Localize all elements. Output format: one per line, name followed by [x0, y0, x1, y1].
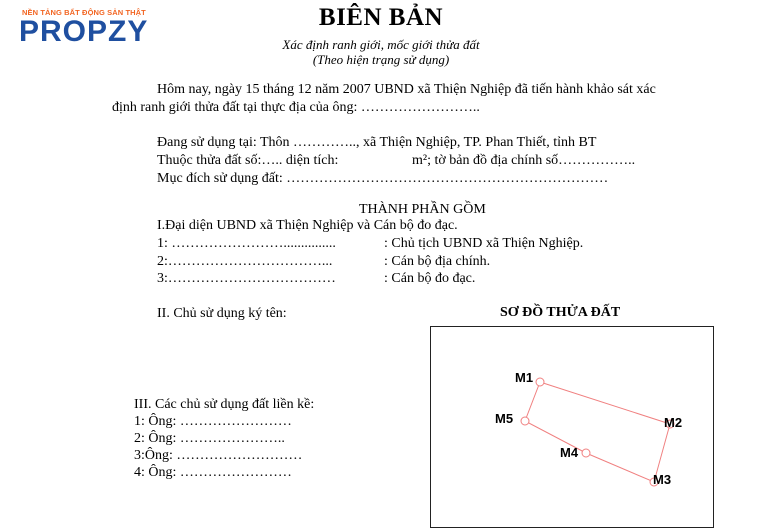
marker-m4-point	[582, 449, 590, 457]
parcel-line-part-2: m²; tờ bản đồ địa chính số……………..	[412, 153, 636, 168]
member-1-role: : Chủ tịch UBND xã Thiện Nghiệp.	[384, 236, 584, 251]
marker-m2-label: M2	[664, 415, 683, 430]
section-header: THÀNH PHẦN GỒM	[359, 202, 486, 217]
section-2-title: II. Chủ sử dụng ký tên:	[157, 306, 287, 321]
neighbor-3: 3:Ông: ………………………	[134, 448, 303, 463]
document-subtitle: Xác định ranh giới, mốc giới thửa đất	[282, 37, 480, 52]
marker-m5-label: M5	[495, 411, 514, 426]
logo-tagline: NỀN TẢNG BẤT ĐỘNG SẢN THẬT	[22, 8, 146, 17]
intro-line-2: định ranh giới thửa đất tại thực địa của ông: ……………………..	[112, 100, 480, 115]
intro-line-1: Hôm nay, ngày 15 tháng 12 năm 2007 UBND xã Thiện Nghiệp đã tiến hành khảo sát xác	[157, 82, 656, 97]
marker-m4-label: M4	[560, 445, 579, 460]
member-3-role: : Cán bộ đo đạc.	[384, 271, 476, 286]
section-1-title: I.Đại diện UBND xã Thiện Nghiệp và Cán bộ đo đạc.	[157, 218, 458, 233]
parcel-line-part-1: Thuộc thửa đất số:….. diện tích:	[157, 153, 339, 168]
neighbor-1: 1: Ông: ……………………	[134, 414, 292, 429]
member-3-slot: 3:………………………………	[157, 271, 336, 286]
member-1-slot: 1: ……………………...............	[157, 236, 336, 251]
purpose-line: Mục đích sử dụng đất: ……………………………………………………………	[157, 171, 609, 186]
section-3-title: III. Các chủ sử dụng đất liền kề:	[134, 397, 315, 412]
member-2-role: : Cán bộ địa chính.	[384, 254, 491, 269]
marker-m1-point	[536, 378, 544, 386]
marker-m3-label: M3	[653, 472, 672, 487]
neighbor-4: 4: Ông: ……………………	[134, 465, 292, 480]
diagram-title: SƠ ĐỒ THỬA ĐẤT	[500, 305, 621, 320]
logo-wordmark: PROPZY	[19, 15, 149, 48]
parcel-diagram	[430, 326, 714, 528]
member-2-slot: 2:……………………………...	[157, 254, 333, 269]
marker-m5-point	[521, 417, 529, 425]
neighbor-2: 2: Ông: …………………..	[134, 431, 285, 446]
usage-line: Đang sử dụng tại: Thôn ………….., xã Thiện Nghiệp, TP. Phan Thiết, tỉnh BT	[157, 135, 597, 150]
document-title: BIÊN BẢN	[318, 4, 444, 31]
document-subtitle-2: (Theo hiện trạng sử dụng)	[312, 52, 450, 67]
marker-m1-label: M1	[515, 370, 534, 385]
parcel-boundary	[525, 382, 670, 482]
